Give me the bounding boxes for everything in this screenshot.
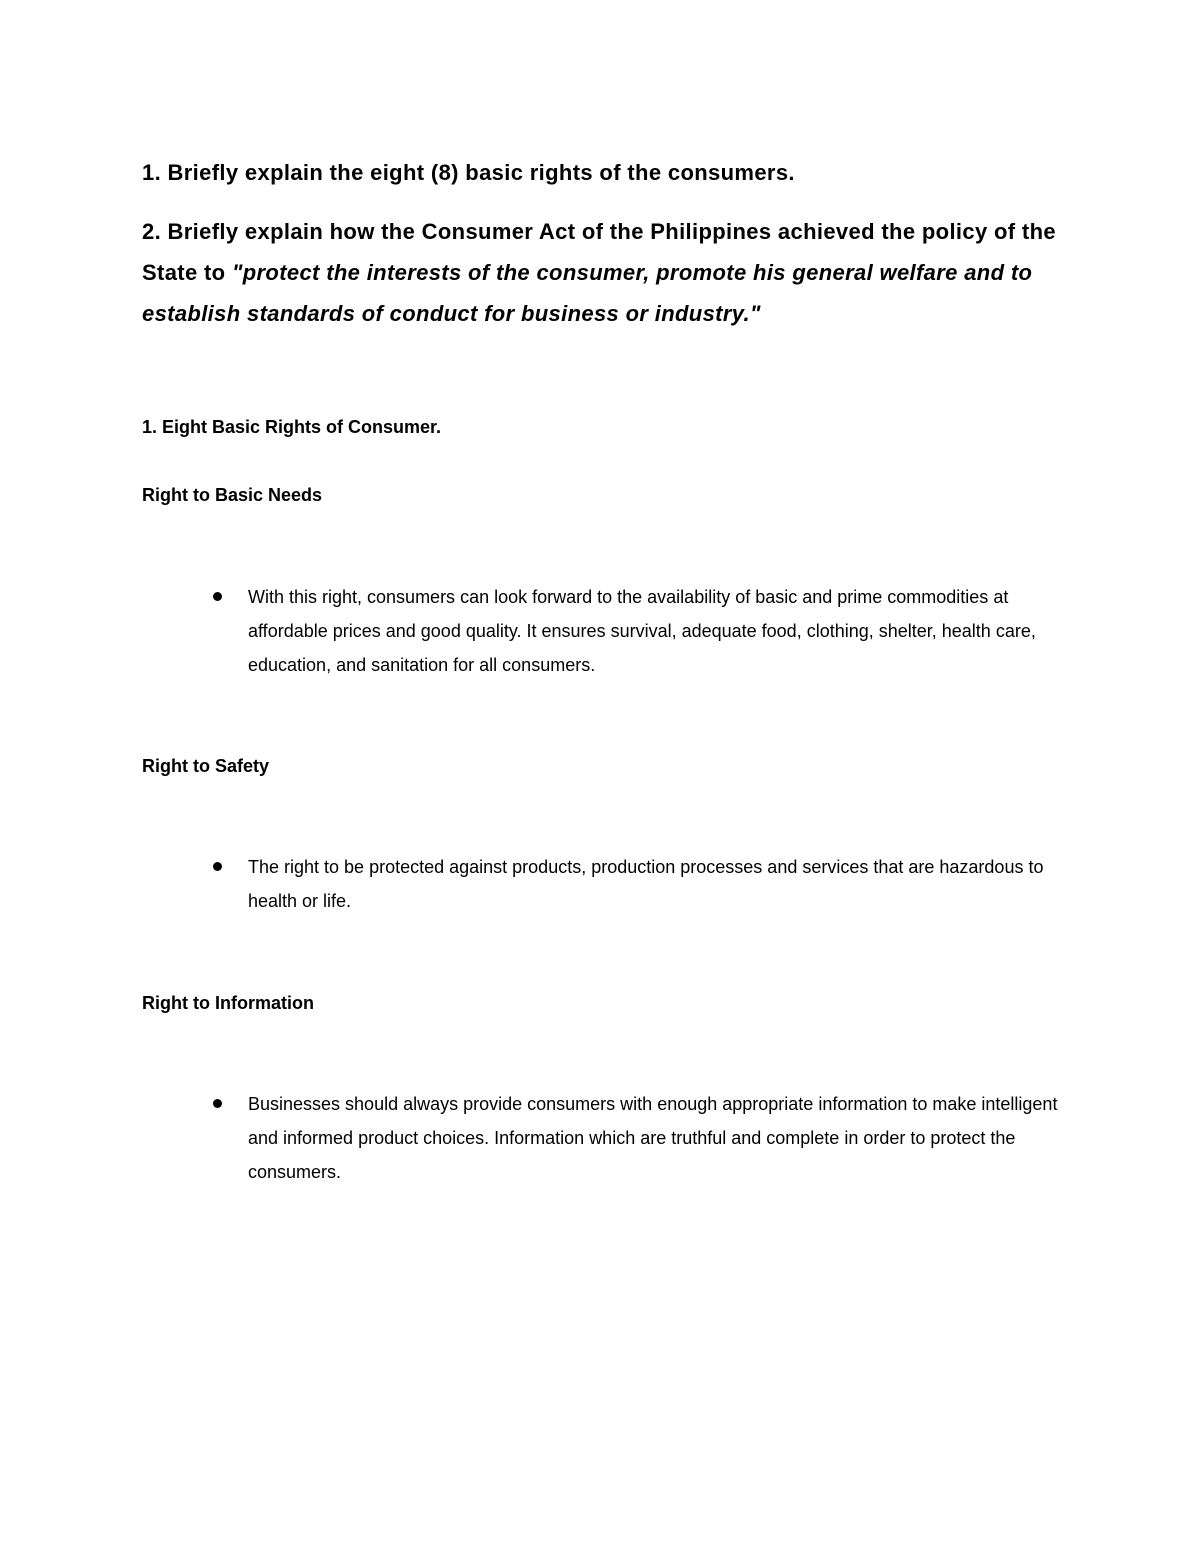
question-2-quote: "protect the interests of the consumer, promote his general welfare and to establish standards of conduct for business or industry." <box>142 260 1033 326</box>
answer-heading: 1. Eight Basic Rights of Consumer. <box>142 417 442 437</box>
bullet-icon <box>213 862 222 871</box>
right-description-basic-needs: With this right, consumers can look forward to the availability of basic and prime commodities at affordable prices and good quality. It ensures survival, adequate food, clothing, shelter, health care, education, and sanitation for all consumers. <box>248 587 1036 675</box>
question-1: 1. Briefly explain the eight (8) basic rights of the consumers. <box>142 160 795 185</box>
right-title-safety: Right to Safety <box>142 756 270 776</box>
right-description-safety: The right to be protected against products, production processes and services that are hazardous to health or life. <box>248 857 1044 911</box>
bullet-icon <box>213 592 222 601</box>
right-title-basic-needs: Right to Basic Needs <box>142 485 323 505</box>
right-description-information: Businesses should always provide consumers with enough appropriate information to make intelligent and informed product choices. Information which are truthful and complete in order to protect the consumers. <box>248 1094 1058 1182</box>
bullet-icon <box>213 1099 222 1108</box>
question-2 <box>142 211 1072 334</box>
right-title-information: Right to Information <box>142 993 314 1013</box>
question-2-text: 2. Briefly explain how the Consumer Act of the Philippines achieved the policy of the State to <box>142 219 1056 285</box>
